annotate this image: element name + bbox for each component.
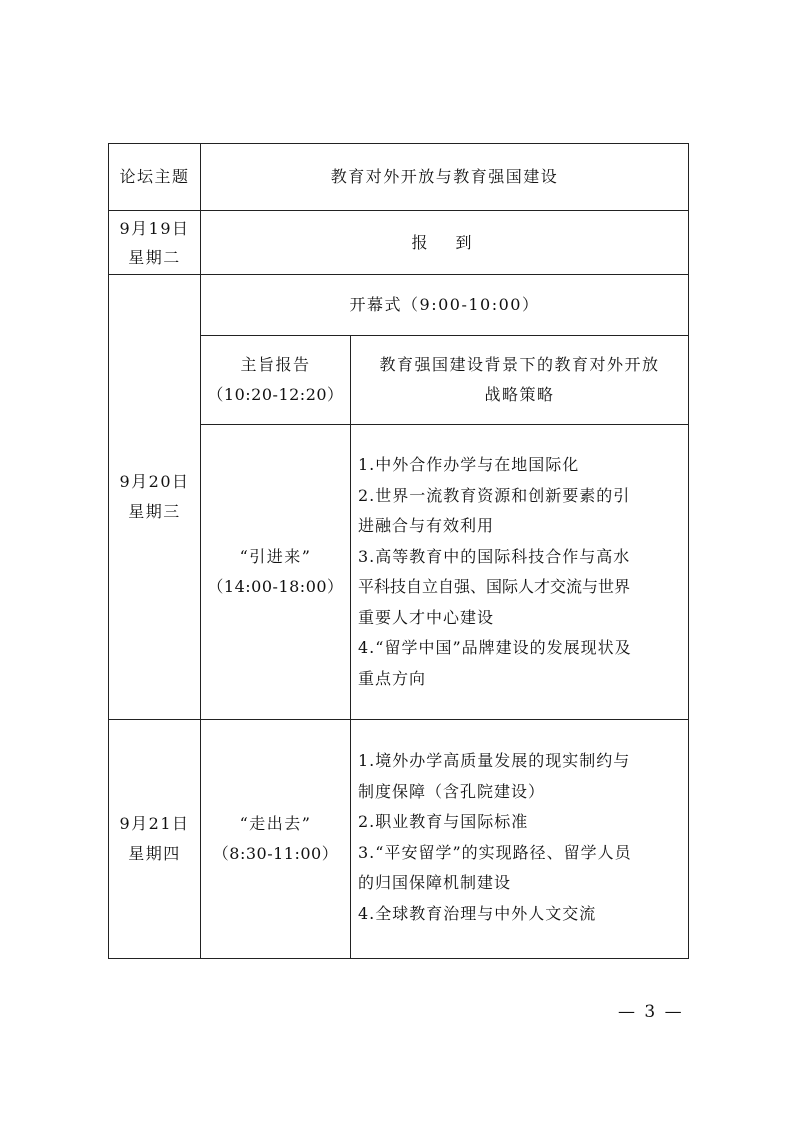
- day3-date: 9月21日: [119, 814, 190, 833]
- session-in-topics: [358, 450, 632, 694]
- keynote-topic-line: 战略策略: [484, 385, 555, 404]
- day1-date: 9月19日: [119, 218, 190, 238]
- day1-date-cell: [109, 211, 200, 274]
- topic-line: 4.“留学中国”品牌建设的发展现状及: [358, 638, 632, 657]
- opening-cell: [201, 275, 688, 335]
- keynote-topic-line: 教育强国建设背景下的教育对外开放: [379, 355, 660, 374]
- topic-line: 进融合与有效利用: [358, 516, 495, 535]
- column-divider: [350, 335, 351, 959]
- day1-weekday: 星期二: [128, 247, 181, 267]
- day2-date: 9月20日: [119, 472, 190, 491]
- keynote-label: 主旨报告: [240, 355, 311, 374]
- session-out-topics: [358, 746, 632, 929]
- session-out-time: （8:30-11:00）: [212, 844, 339, 863]
- topic-line: 2.世界一流教育资源和创新要素的引: [358, 485, 631, 505]
- day2-date-cell: [109, 275, 200, 719]
- schedule-table: [108, 143, 689, 959]
- page-number: — 3 —: [618, 1002, 684, 1022]
- day3-date-cell: [109, 720, 200, 958]
- topic-line: 1.中外合作办学与在地国际化: [358, 455, 580, 474]
- keynote-time: （10:20-12:20）: [207, 385, 344, 404]
- theme-value-cell: [201, 144, 688, 210]
- session-in-label: “引进来”: [239, 547, 312, 566]
- day1-event: 报 到: [411, 232, 478, 252]
- topic-line: 的归国保障机制建设: [358, 873, 512, 892]
- topic-line: 重要人才中心建设: [358, 607, 495, 627]
- theme-label-cell: [109, 144, 200, 210]
- table-border-right: [688, 143, 689, 959]
- table-border-bottom: [108, 958, 689, 959]
- topic-line: 4.全球教育治理与中外人文交流: [358, 903, 597, 923]
- topic-line: 3.“平安留学”的实现路径、留学人员: [358, 842, 632, 862]
- day3-weekday: 星期四: [128, 844, 181, 863]
- keynote-label-cell: [201, 336, 350, 424]
- theme-value: 教育对外开放与教育强国建设: [330, 167, 559, 186]
- keynote-topic-cell: [351, 336, 688, 424]
- session-out-label: “走出去”: [239, 814, 312, 833]
- theme-label: 论坛主题: [119, 167, 190, 186]
- session-out-label-cell: [201, 720, 350, 958]
- day2-weekday: 星期三: [128, 502, 181, 521]
- topic-line: 制度保障（含孔院建设）: [358, 781, 546, 801]
- topic-line: 平科技自立自强、国际人才交流与世界: [358, 577, 631, 596]
- opening-ceremony: 开幕式（9:00-10:00）: [349, 295, 540, 314]
- day1-event-cell: [201, 211, 688, 274]
- topic-line: 重点方向: [358, 668, 427, 688]
- topic-line: 2.职业教育与国际标准: [358, 812, 529, 831]
- topic-line: 1.境外办学高质量发展的现实制约与: [358, 751, 631, 770]
- topic-line: 3.高等教育中的国际科技合作与高水: [358, 546, 631, 566]
- session-in-time: （14:00-18:00）: [207, 577, 344, 596]
- session-in-label-cell: [201, 425, 350, 719]
